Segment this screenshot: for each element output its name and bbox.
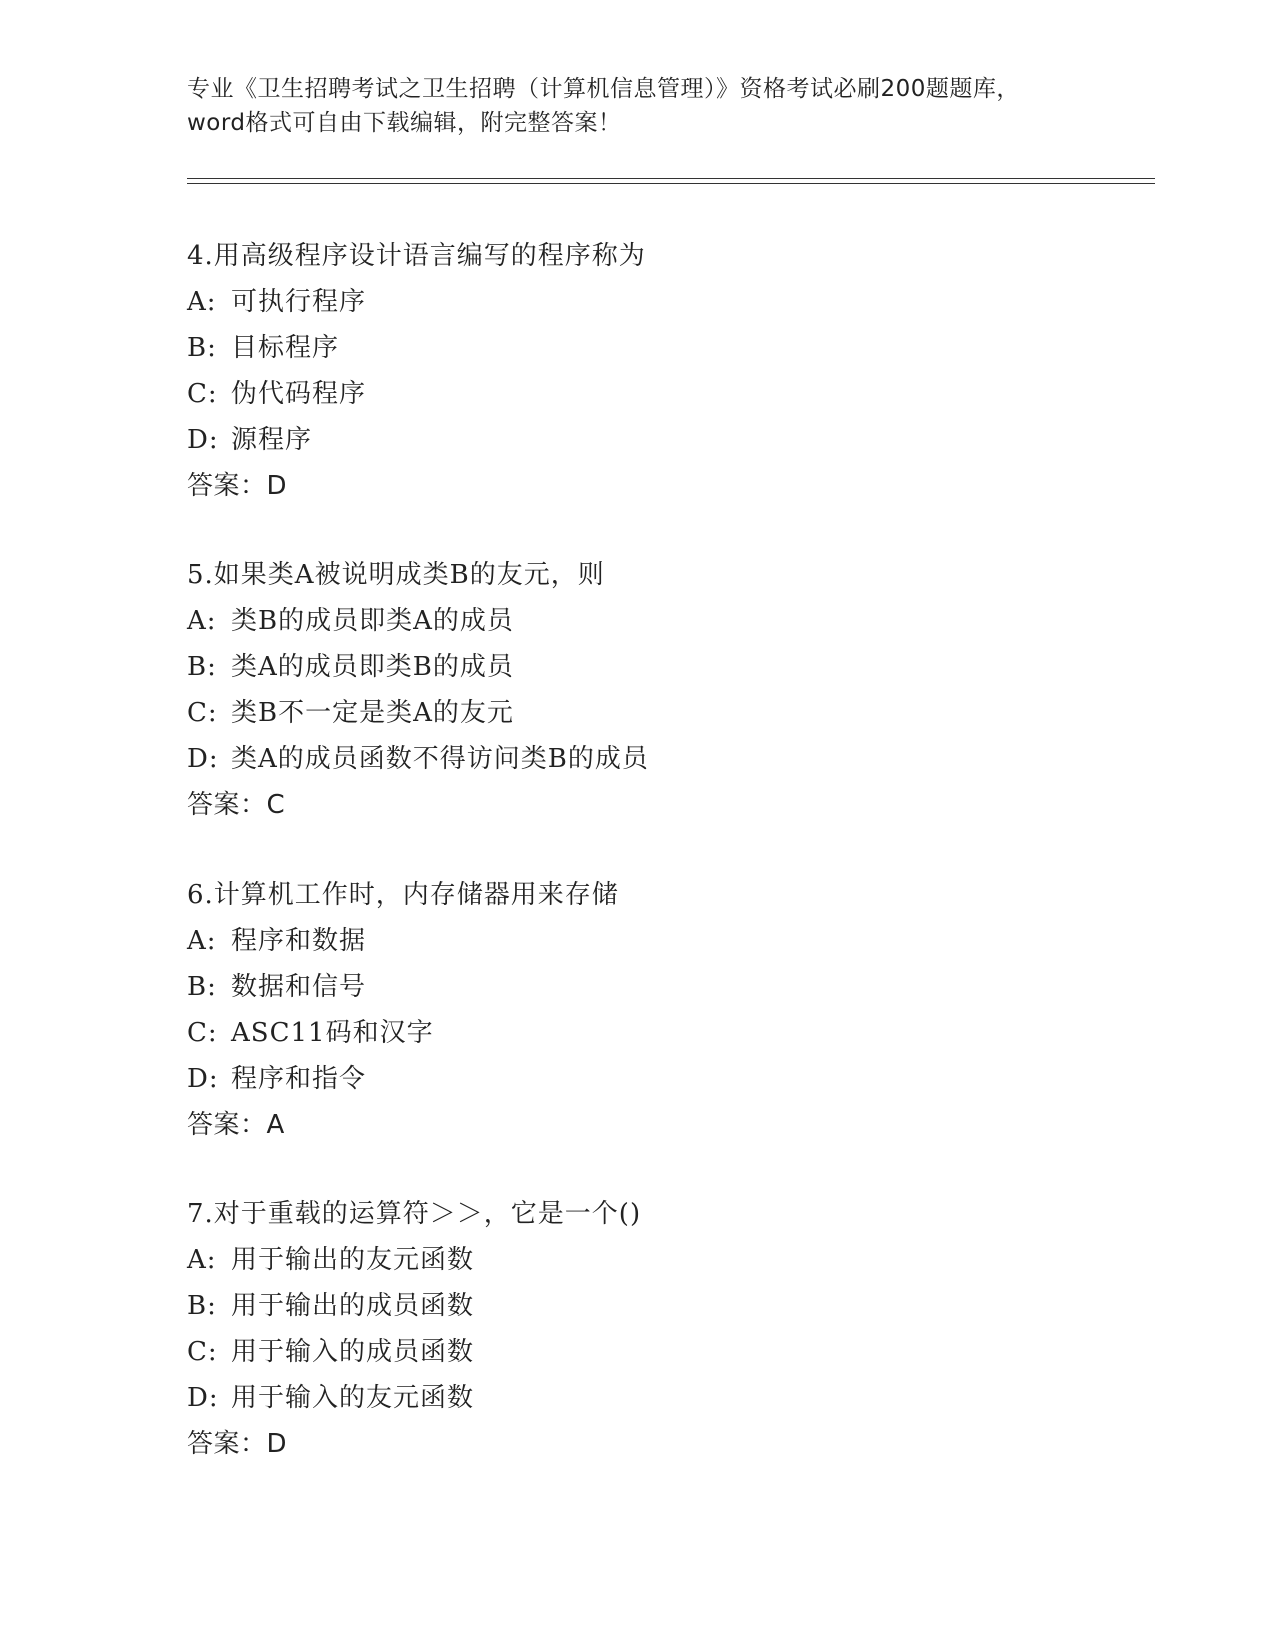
document-header bbox=[187, 72, 1087, 140]
option-text: 程序和指令 bbox=[231, 1064, 367, 1094]
header-line-1: 专业《卫生招聘考试之卫生招聘（计算机信息管理）》资格考试必刷200题题库， bbox=[187, 76, 1020, 102]
option-letter: C: bbox=[187, 1018, 218, 1048]
answer-line: 答案：D bbox=[187, 1429, 288, 1459]
option-d bbox=[187, 1375, 1147, 1421]
option-text: 用于输入的成员函数 bbox=[231, 1337, 475, 1367]
option-b bbox=[187, 644, 1147, 690]
header-line-2: word格式可自由下载编辑，附完整答案！ bbox=[187, 110, 622, 136]
option-text: 类B不一定是类A的友元 bbox=[231, 698, 514, 728]
option-letter: B: bbox=[187, 652, 217, 682]
question-stem: 7.对于重载的运算符＞＞，它是一个() bbox=[187, 1199, 642, 1229]
option-c bbox=[187, 690, 1147, 736]
option-letter: D: bbox=[187, 425, 219, 455]
option-letter: C: bbox=[187, 1337, 218, 1367]
question-block bbox=[187, 1191, 1147, 1467]
option-a bbox=[187, 279, 1147, 325]
option-letter: A: bbox=[187, 1245, 217, 1275]
option-letter: A: bbox=[187, 606, 217, 636]
option-text: 可执行程序 bbox=[231, 287, 367, 317]
option-letter: D: bbox=[187, 1383, 219, 1413]
option-text: 类B的成员即类A的成员 bbox=[231, 606, 514, 636]
option-b bbox=[187, 1283, 1147, 1329]
answer-line: 答案：C bbox=[187, 790, 286, 820]
option-letter: B: bbox=[187, 972, 217, 1002]
option-d bbox=[187, 736, 1147, 782]
option-letter: A: bbox=[187, 287, 217, 317]
option-text: 类A的成员函数不得访问类B的成员 bbox=[231, 744, 649, 774]
answer-line: 答案：A bbox=[187, 1110, 285, 1140]
option-d bbox=[187, 1056, 1147, 1102]
header-divider-top bbox=[187, 178, 1155, 179]
option-text: 用于输出的成员函数 bbox=[231, 1291, 475, 1321]
option-b bbox=[187, 325, 1147, 371]
question-stem: 5.如果类A被说明成类B的友元，则 bbox=[187, 560, 605, 590]
option-c bbox=[187, 1329, 1147, 1375]
option-letter: B: bbox=[187, 1291, 217, 1321]
option-letter: A: bbox=[187, 926, 217, 956]
option-d bbox=[187, 417, 1147, 463]
option-text: 源程序 bbox=[231, 425, 313, 455]
option-text: 程序和数据 bbox=[231, 926, 367, 956]
option-text: 用于输出的友元函数 bbox=[231, 1245, 475, 1275]
option-a bbox=[187, 918, 1147, 964]
option-text: 目标程序 bbox=[231, 333, 340, 363]
option-c bbox=[187, 371, 1147, 417]
option-a bbox=[187, 1237, 1147, 1283]
option-letter: D: bbox=[187, 744, 219, 774]
header-divider-bottom bbox=[187, 183, 1155, 184]
question-block bbox=[187, 872, 1147, 1148]
option-text: 伪代码程序 bbox=[231, 379, 367, 409]
question-block bbox=[187, 233, 1147, 509]
option-a bbox=[187, 598, 1147, 644]
option-letter: B: bbox=[187, 333, 217, 363]
question-stem: 6.计算机工作时，内存储器用来存储 bbox=[187, 880, 619, 910]
option-text: ASC11码和汉字 bbox=[231, 1018, 434, 1048]
option-letter: D: bbox=[187, 1064, 219, 1094]
option-text: 类A的成员即类B的成员 bbox=[231, 652, 514, 682]
question-block bbox=[187, 552, 1147, 828]
option-b bbox=[187, 964, 1147, 1010]
option-text: 数据和信号 bbox=[231, 972, 367, 1002]
answer-line: 答案：D bbox=[187, 471, 288, 501]
question-stem: 4.用高级程序设计语言编写的程序称为 bbox=[187, 241, 646, 271]
option-text: 用于输入的友元函数 bbox=[231, 1383, 475, 1413]
option-letter: C: bbox=[187, 698, 218, 728]
option-c bbox=[187, 1010, 1147, 1056]
option-letter: C: bbox=[187, 379, 218, 409]
